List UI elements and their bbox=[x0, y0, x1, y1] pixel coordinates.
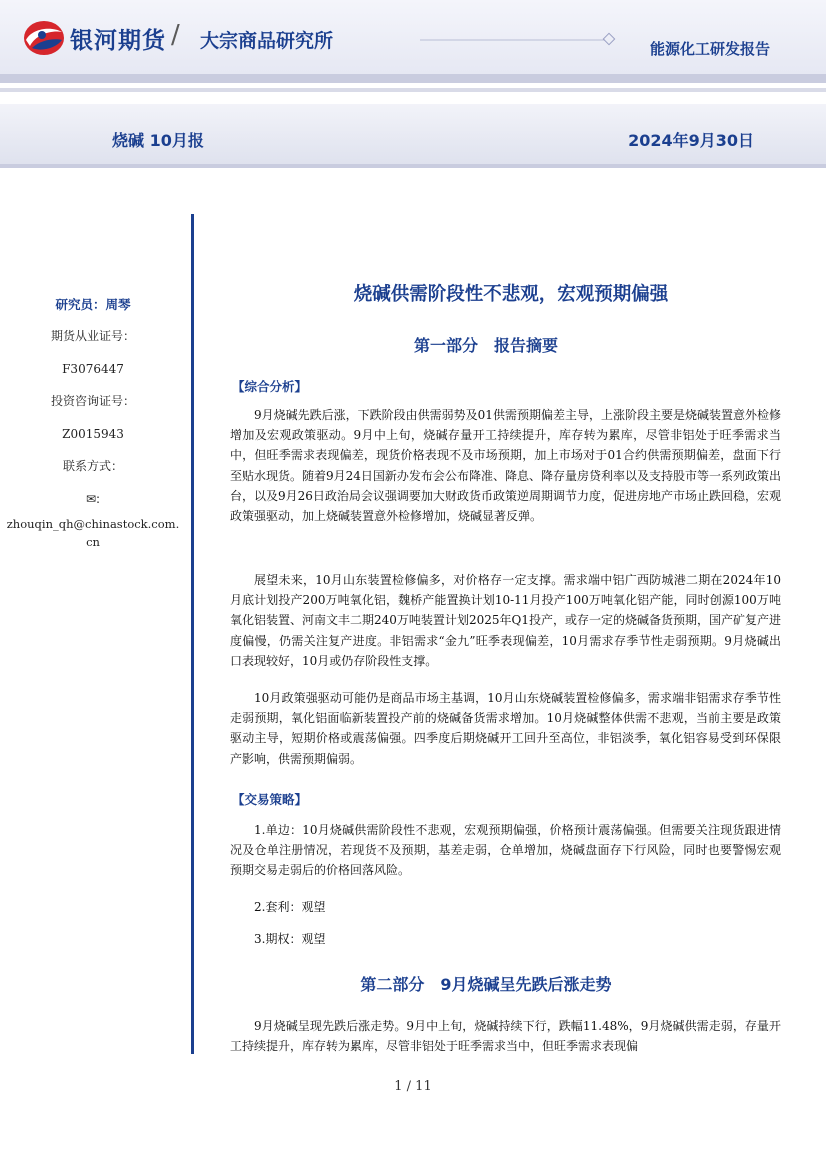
strategy-single: 1.单边：10月烧碱供需阶段性不悲观，宏观预期偏强，价格预计震荡偏强。但需要关注现货跟进情况及仓单注册情况，若现货不及预期，基差走弱，仓单增加，烧碱盘面存下行风险，同时也要警惕宏观预期交易走弱后的价格回落风险。 bbox=[230, 823, 781, 878]
report-name: 烧碱 10月报 bbox=[112, 131, 204, 150]
brand-slash: / bbox=[171, 20, 180, 50]
email-icon: ✉: bbox=[85, 491, 101, 506]
header-band-thin bbox=[0, 88, 826, 92]
invest-cert-value: Z0015943 bbox=[62, 426, 124, 441]
analyst-name: 研究员：周琴 bbox=[55, 297, 131, 312]
futures-cert-value: F3076447 bbox=[62, 361, 124, 376]
galaxy-logo-icon bbox=[22, 18, 66, 58]
contact-label: 联系方式： bbox=[62, 459, 123, 473]
brand-subtitle: 大宗商品研究所 bbox=[200, 30, 334, 52]
brand-name: 银河期货 bbox=[70, 28, 166, 54]
vertical-divider bbox=[191, 214, 194, 1054]
header-band bbox=[0, 74, 826, 83]
strategy-section-tag: 【交易策略】 bbox=[232, 792, 308, 807]
invest-cert-label: 投资咨询证号： bbox=[50, 394, 135, 408]
email-link[interactable]: zhouqin_qh@chinastock.com.cn bbox=[6, 517, 180, 549]
analysis-section-tag: 【综合分析】 bbox=[232, 379, 308, 394]
analyst-sidebar bbox=[0, 290, 186, 551]
report-title: 烧碱供需阶段性不悲观，宏观预期偏强 bbox=[353, 284, 669, 305]
futures-cert-label: 期货从业证号： bbox=[50, 329, 135, 343]
strategy-arbitrage: 2.套利：观望 bbox=[254, 900, 326, 914]
analysis-paragraph-2: 展望未来，10月山东装置检修偏多，对价格存一定支撑。需求端中铝广西防城港二期在2024年10月底计划投产200万吨氧化铝，魏桥产能置换计划10-11月投产100万吨氧化铝产能，同时创源100万吨氧化铝装置、河南文丰二期240万吨装置计划2025年Q1投产，或存一定的烧碱备货预期，国产矿复产进度偏慢，仍需关注复产进度。非铝需求“金九”旺季表现偏差，10月需求存季节性走弱预期。9月烧碱出口表现较好，10月或仍存阶段性支撑。 bbox=[230, 573, 781, 668]
analysis-paragraph-1: 9月烧碱先跌后涨，下跌阶段由供需弱势及01供需预期偏差主导，上涨阶段主要是烧碱装置意外检修增加及宏观政策驱动。9月中上旬，烧碱存量开工持续提升，库存转为累库，尽管非铝处于旺季需求当中，但旺季需求表现偏差，现货价格表现不及市场预期，加上市场对于01合约供需预期偏差，盘面下行至贴水现货。随着9月24日国新办发布会公布降准、降息、降存量房贷利率以及支持股市等一系列政策出台，以及9月26日政治局会议强调要加大财政货币政策逆周期调节力度，促进房地产市场止跌回稳，宏观政策强驱动，加上烧碱装置意外检修增加，烧碱显著反弹。 bbox=[230, 408, 781, 524]
page-indicator: 1 / 11 bbox=[394, 1079, 432, 1094]
report-banner-band bbox=[0, 164, 826, 168]
report-date: 2024年9月30日 bbox=[628, 131, 754, 150]
strategy-options: 3.期权：观望 bbox=[254, 932, 326, 946]
header-decoration-icon bbox=[420, 30, 620, 50]
analysis-paragraph-3: 10月政策强驱动可能仍是商品市场主基调，10月山东烧碱装置检修偏多，需求端非铝需求存季节性走弱预期，氧化铝面临新装置投产前的烧碱备货需求增加。10月烧碱整体供需不悲观，当前主要是政策驱动主导，短期价格或震荡偏强。四季度后期烧碱开工回升至高位，非铝淡季，氧化铝容易受到环保限产影响，供需预期偏弱。 bbox=[230, 691, 781, 766]
department-label: 能源化工研发报告 bbox=[649, 40, 770, 58]
part2-title: 第二部分 9月烧碱呈先跌后涨走势 bbox=[360, 975, 612, 994]
trend-paragraph: 9月烧碱呈现先跌后涨走势。9月中上旬，烧碱持续下行，跌幅11.48%，9月烧碱供需走弱，存量开工持续提升，库存转为累库，尽管非铝处于旺季需求当中，但旺季需求表现偏 bbox=[230, 1019, 781, 1054]
part1-title: 第一部分 报告摘要 bbox=[413, 336, 558, 355]
